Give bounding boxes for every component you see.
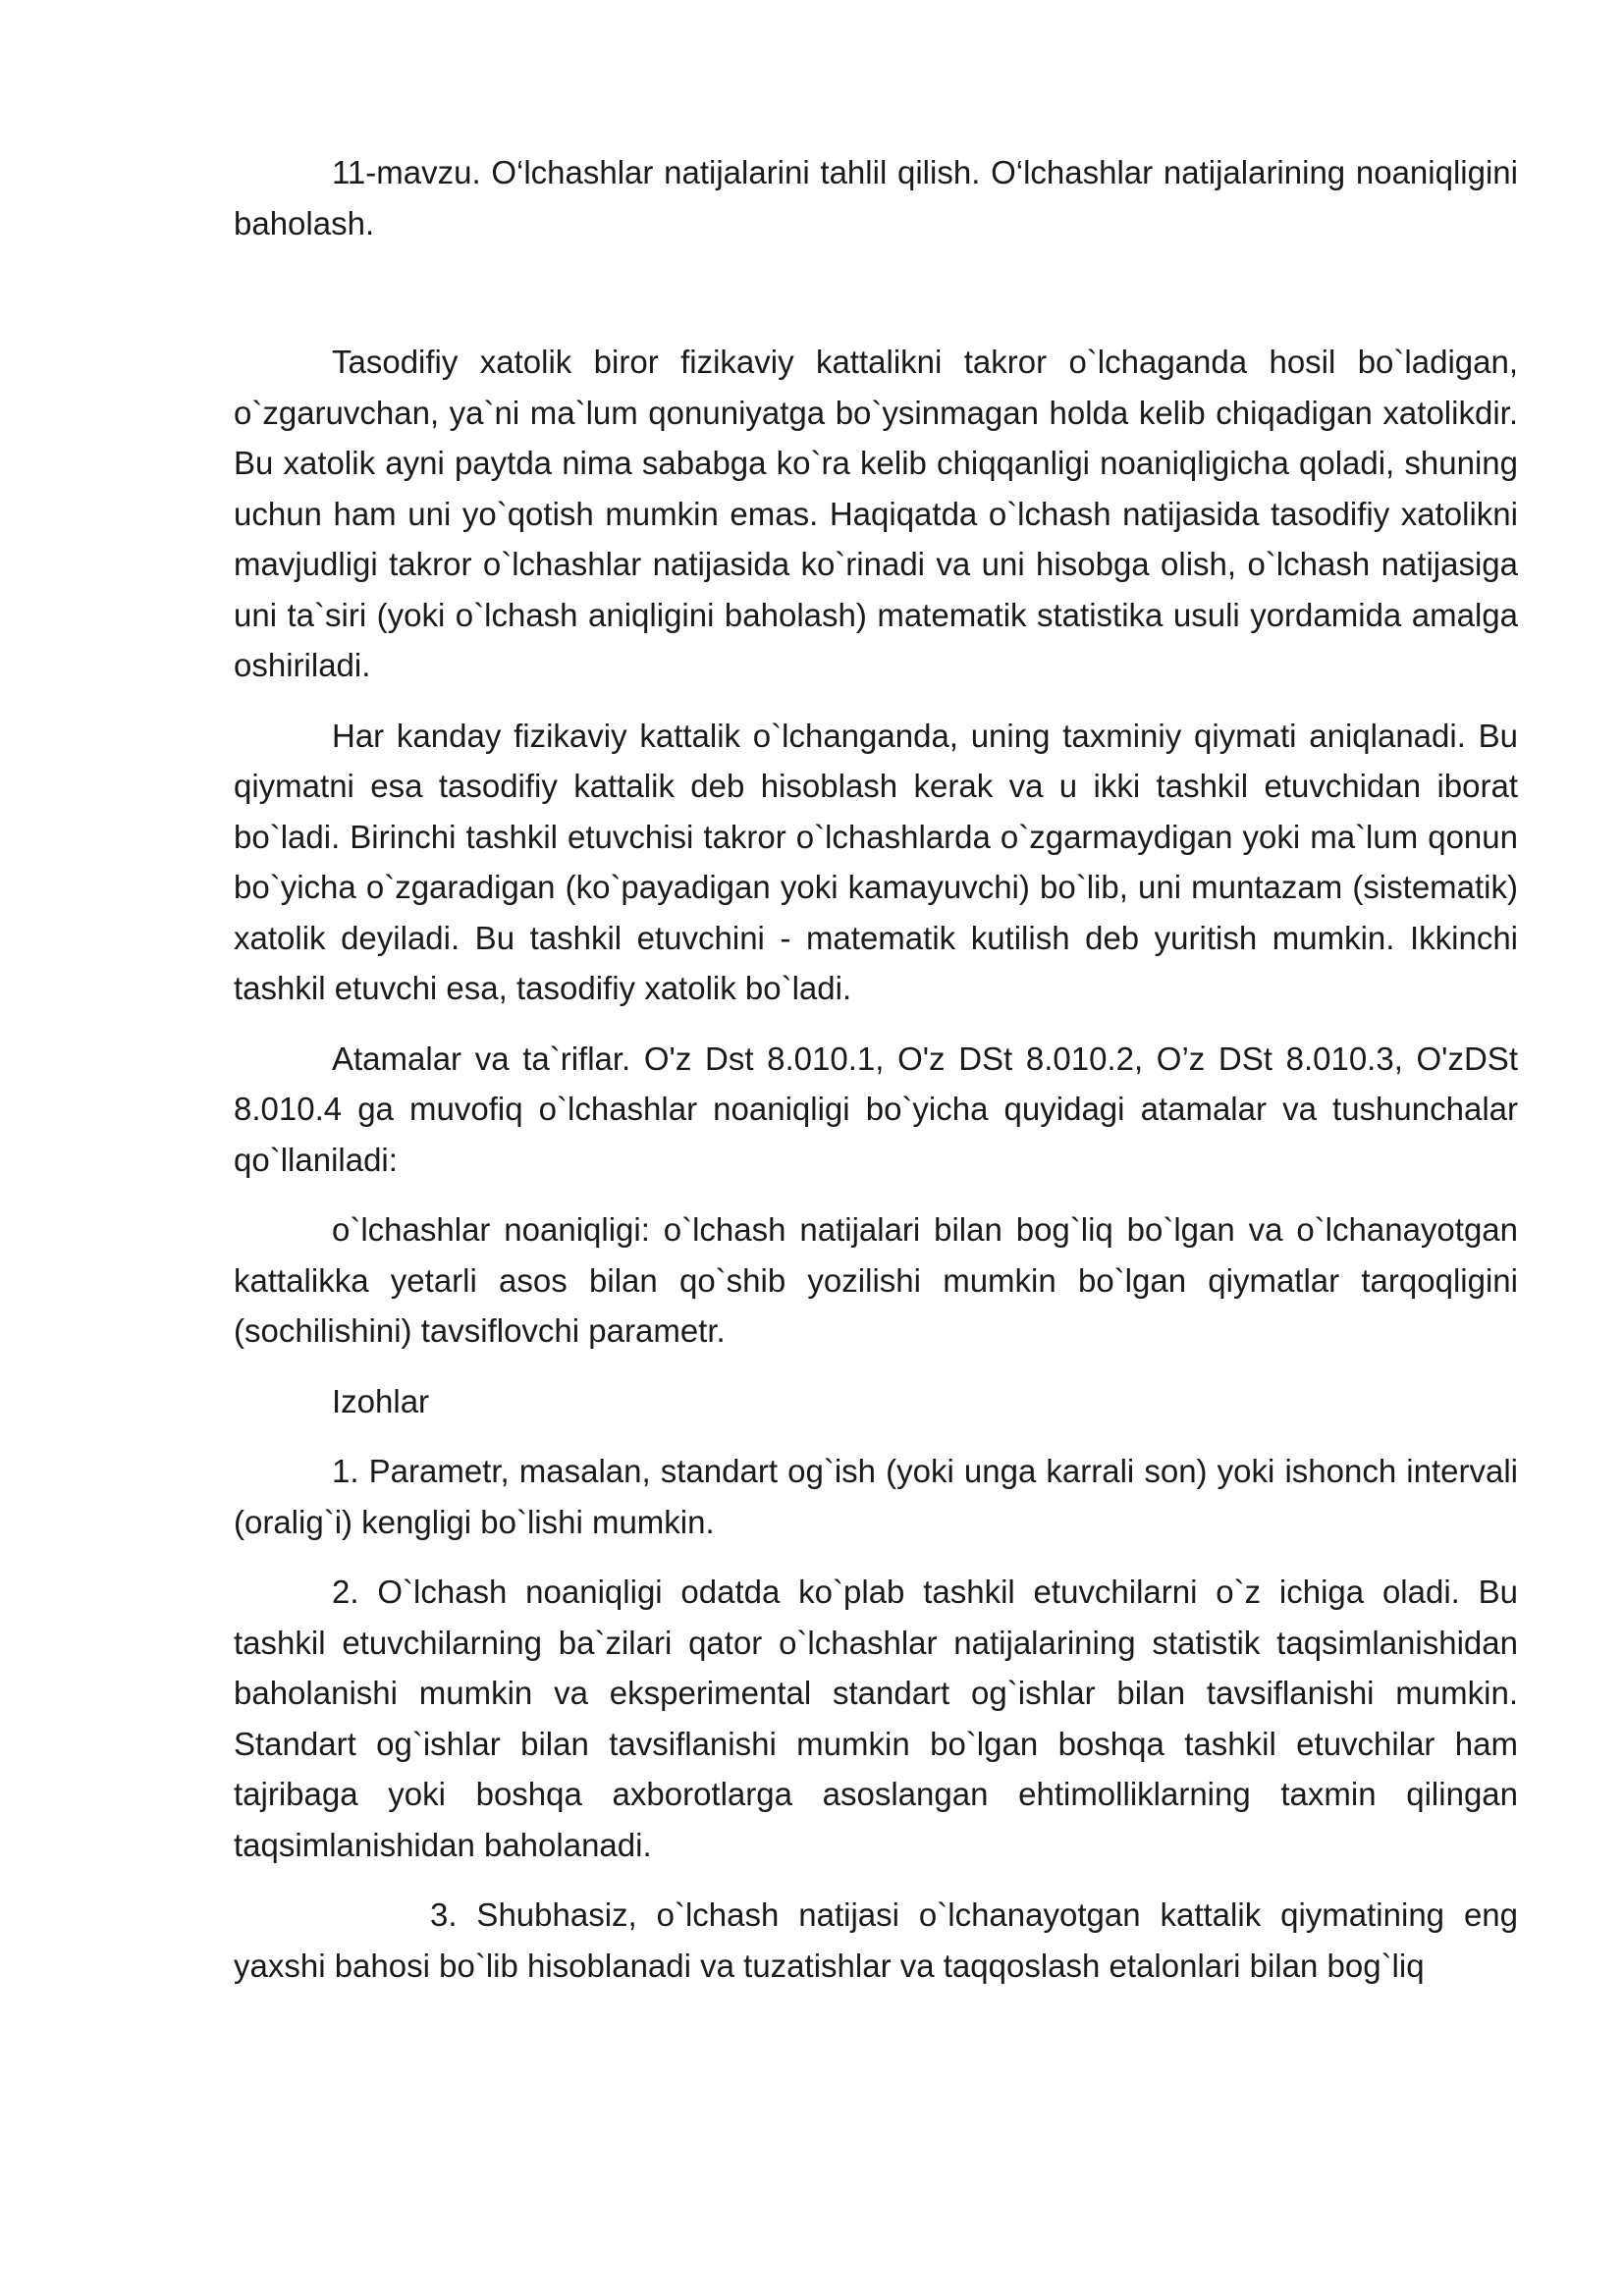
document-title: 11-mavzu. O‘lchashlar natijalarini tahlil qilish. O‘lchashlar natijalarining noaniqligini baholash.	[234, 154, 1518, 241]
note-1: 1. Parametr, masalan, standart og`ish (yoki unga karrali son) yoki ishonch intervali (oralig`i) kengligi bo`lishi mumkin.	[234, 1453, 1518, 1540]
paragraph-random-error: Tasodifiy xatolik biror fizikaviy kattalikni takror o`lchaganda hosil bo`ladigan, o`zgaruvchan, ya`ni ma`lum qonuniyatga bo`ysinmagan holda kelib chiqadigan xatolikdir. Bu xatolik ayni paytda nima sababga ko`ra kelib chiqqanligi noaniqligicha qoladi, shuning uchun ham uni yo`qotish mumkin emas. Haqiqatda o`lchash natijasida tasodifiy xatolikni mavjudligi takror o`lchashlar natijasida ko`rinadi va uni hisobga olish, o`lchash natijasiga uni ta`siri (yoki o`lchash aniqligini baholash) matematik statistika usuli yordamida amalga oshiriladi.	[234, 344, 1518, 683]
paragraph-physical-quantity: Har kanday fizikaviy kattalik o`lchanganda, uning taxminiy qiymati aniqlanadi. Bu qiymatni esa tasodifiy kattalik deb hisoblash kerak va u ikki tashkil etuvchidan iborat bo`ladi. Birinchi tashkil etuvchisi takror o`lchashlarda o`zgarmaydigan yoki ma`lum qonun bo`yicha o`zgaradigan (ko`payadigan yoki kamayuvchi) bo`lib, uni muntazam (sistematik) xatolik deyiladi. Bu tashkil etuvchini - matematik kutilish deb yuritish mumkin. Ikkinchi tashkil etuvchi esa, tasodifiy xatolik bo`ladi.	[234, 717, 1518, 1006]
paragraph-uncertainty-definition: o`lchashlar noaniqligi: o`lchash natijalari bilan bog`liq bo`lgan va o`lchanayotgan kattalikka yetarli asos bilan qo`shib yozilishi mumkin bo`lgan qiymatlar tarqoqligini (sochilishini) tavsiflovchi parametr.	[234, 1211, 1518, 1349]
paragraph-terms-definitions: Atamalar va ta`riflar. O'z Dst 8.010.1, O'z DSt 8.010.2, O’z DSt 8.010.3, O'zDSt 8.010.4 ga muvofiq o`lchashlar noaniqligi bo`yicha quyidagi atamalar va tushunchalar qo`llaniladi:	[234, 1040, 1518, 1178]
note-3: 3. Shubhasiz, o`lchash natijasi o`lchanayotgan kattalik qiymatining eng yaxshi bahosi bo`lib hisoblanadi va tuzatishlar va taqqoslash etalonlari bilan bog`liq	[234, 1896, 1518, 1984]
document-page	[234, 147, 1518, 2010]
notes-heading: Izohlar	[332, 1382, 430, 1419]
note-2: 2. O`lchash noaniqligi odatda ko`plab tashkil etuvchilarni o`z ichiga oladi. Bu tashkil etuvchilarning ba`zilari qator o`lchashlar natijalarining statistik taqsimlanishidan baholanishi mumkin va eksperimental standart og`ishlar bilan tavsiflanishi mumkin. Standart og`ishlar bilan tavsiflanishi mumkin bo`lgan boshqa tashkil etuvchilar ham tajribaga yoki boshqa axborotlarga asoslangan ehtimolliklarning taxmin qilingan taqsimlanishidan baholanadi.	[234, 1574, 1518, 1863]
